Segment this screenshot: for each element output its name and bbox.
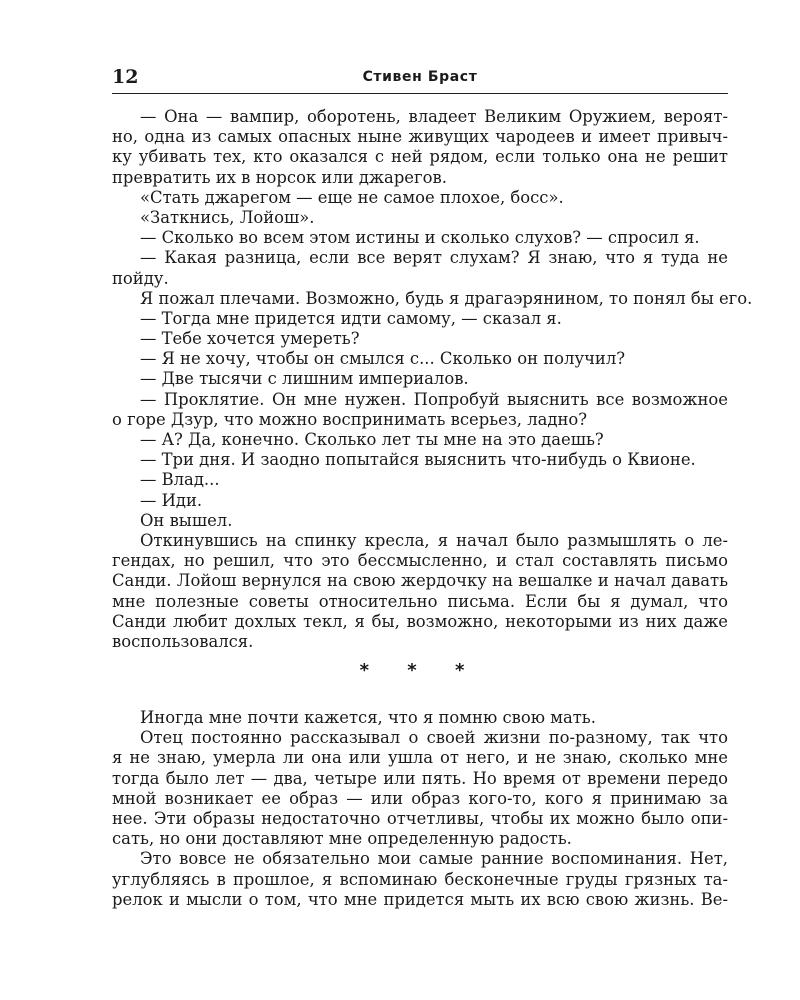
text-line: пойду.: [112, 268, 169, 288]
header-rule: [112, 93, 728, 94]
text-line: «Заткнись, Лойош».: [140, 207, 315, 227]
text-line: Санди любит дохлых текл, я бы, возможно, некоторыми из них даже: [112, 611, 728, 631]
text-line: — Влад...: [140, 470, 220, 490]
text-line: мной возникает ее образ — или образ кого-то, кого я принимаю за: [112, 788, 728, 808]
text-line: ку убивать тех, кто оказался с ней рядом, если только она не решит: [112, 147, 728, 167]
text-line: Он вышел.: [140, 510, 233, 530]
text-line: — Две тысячи с лишним империалов.: [140, 369, 469, 389]
text-section-1: [112, 107, 753, 652]
text-line: тогда было лет — два, четыре или пять. Но время от времени передо: [112, 768, 728, 788]
text-line: Я пожал плечами. Возможно, будь я драгаэрянином, то понял бы его.: [140, 288, 753, 308]
page-header: [112, 66, 728, 90]
body-text: [112, 107, 753, 910]
running-head-author: Стивен Браст: [362, 69, 478, 85]
text-line: — А? Да, конечно. Сколько лет ты мне на это даешь?: [140, 430, 604, 449]
text-line: — Проклятие. Он мне нужен. Попробуй выяснить все возможное: [140, 389, 728, 409]
text-line: — Иди.: [140, 490, 203, 510]
text-line: мне полезные советы относительно письма. Если бы я думал, что: [112, 591, 728, 611]
text-line: — Я не хочу, чтобы он смылся с... Сколько он получил?: [140, 349, 626, 369]
text-line: о горе Дзур, что можно воспринимать всерьез, ладно?: [112, 409, 588, 429]
text-line: я не знаю, умерла ли она или ушла от него, и не знаю, сколько мне: [112, 748, 728, 768]
page-number: 12: [112, 66, 139, 88]
text-line: Откинувшись на спинку кресла, я начал было размышлять о ле-: [140, 530, 728, 550]
text-line: превратить их в норсок или джарегов.: [112, 167, 447, 187]
text-line: сать, но они доставляют мне определенную радость.: [112, 829, 572, 849]
text-line: Санди. Лойош вернулся на свою жердочку на вешалке и начал давать: [112, 571, 728, 591]
text-line: — Сколько во всем этом истины и сколько слухов? — спросил я.: [140, 228, 700, 248]
text-section-2: [112, 708, 728, 910]
text-line: гендах, но решил, что это бессмысленно, и стал составлять письмо: [112, 551, 728, 571]
text-line: Это вовсе не обязательно мои самые ранние воспоминания. Нет,: [140, 849, 728, 869]
text-line: Иногда мне почти кажется, что я помню свою мать.: [140, 708, 596, 728]
text-line: — Тогда мне придется идти самому, — сказал я.: [140, 308, 562, 328]
text-line: Отец постоянно рассказывал о своей жизни по-разному, так что: [140, 728, 728, 748]
text-line: — Три дня. И заодно попытайся выяснить что-нибудь о Квионе.: [140, 450, 696, 470]
text-line: — Тебе хочется умереть?: [140, 329, 360, 349]
text-line: релок и мысли о том, что мне придется мыть их всю свою жизнь. Ве-: [112, 889, 728, 909]
text-line: воспользовался.: [112, 631, 254, 651]
text-line: — Она — вампир, оборотень, владеет Великим Оружием, вероят-: [140, 107, 728, 126]
text-line: углубляясь в прошлое, я вспоминаю бесконечные груды грязных та-: [112, 869, 728, 889]
text-line: но, одна из самых опасных ныне живущих чародеев и имеет привыч-: [112, 127, 728, 147]
text-line: нее. Эти образы недостаточно отчетливы, чтобы их можно было опи-: [112, 809, 728, 828]
text-line: «Стать джарегом — еще не самое плохое, босс».: [140, 187, 564, 207]
section-separator: * * *: [359, 660, 481, 682]
text-line: — Какая разница, если все верят слухам? Я знаю, что я туда не: [140, 248, 728, 268]
